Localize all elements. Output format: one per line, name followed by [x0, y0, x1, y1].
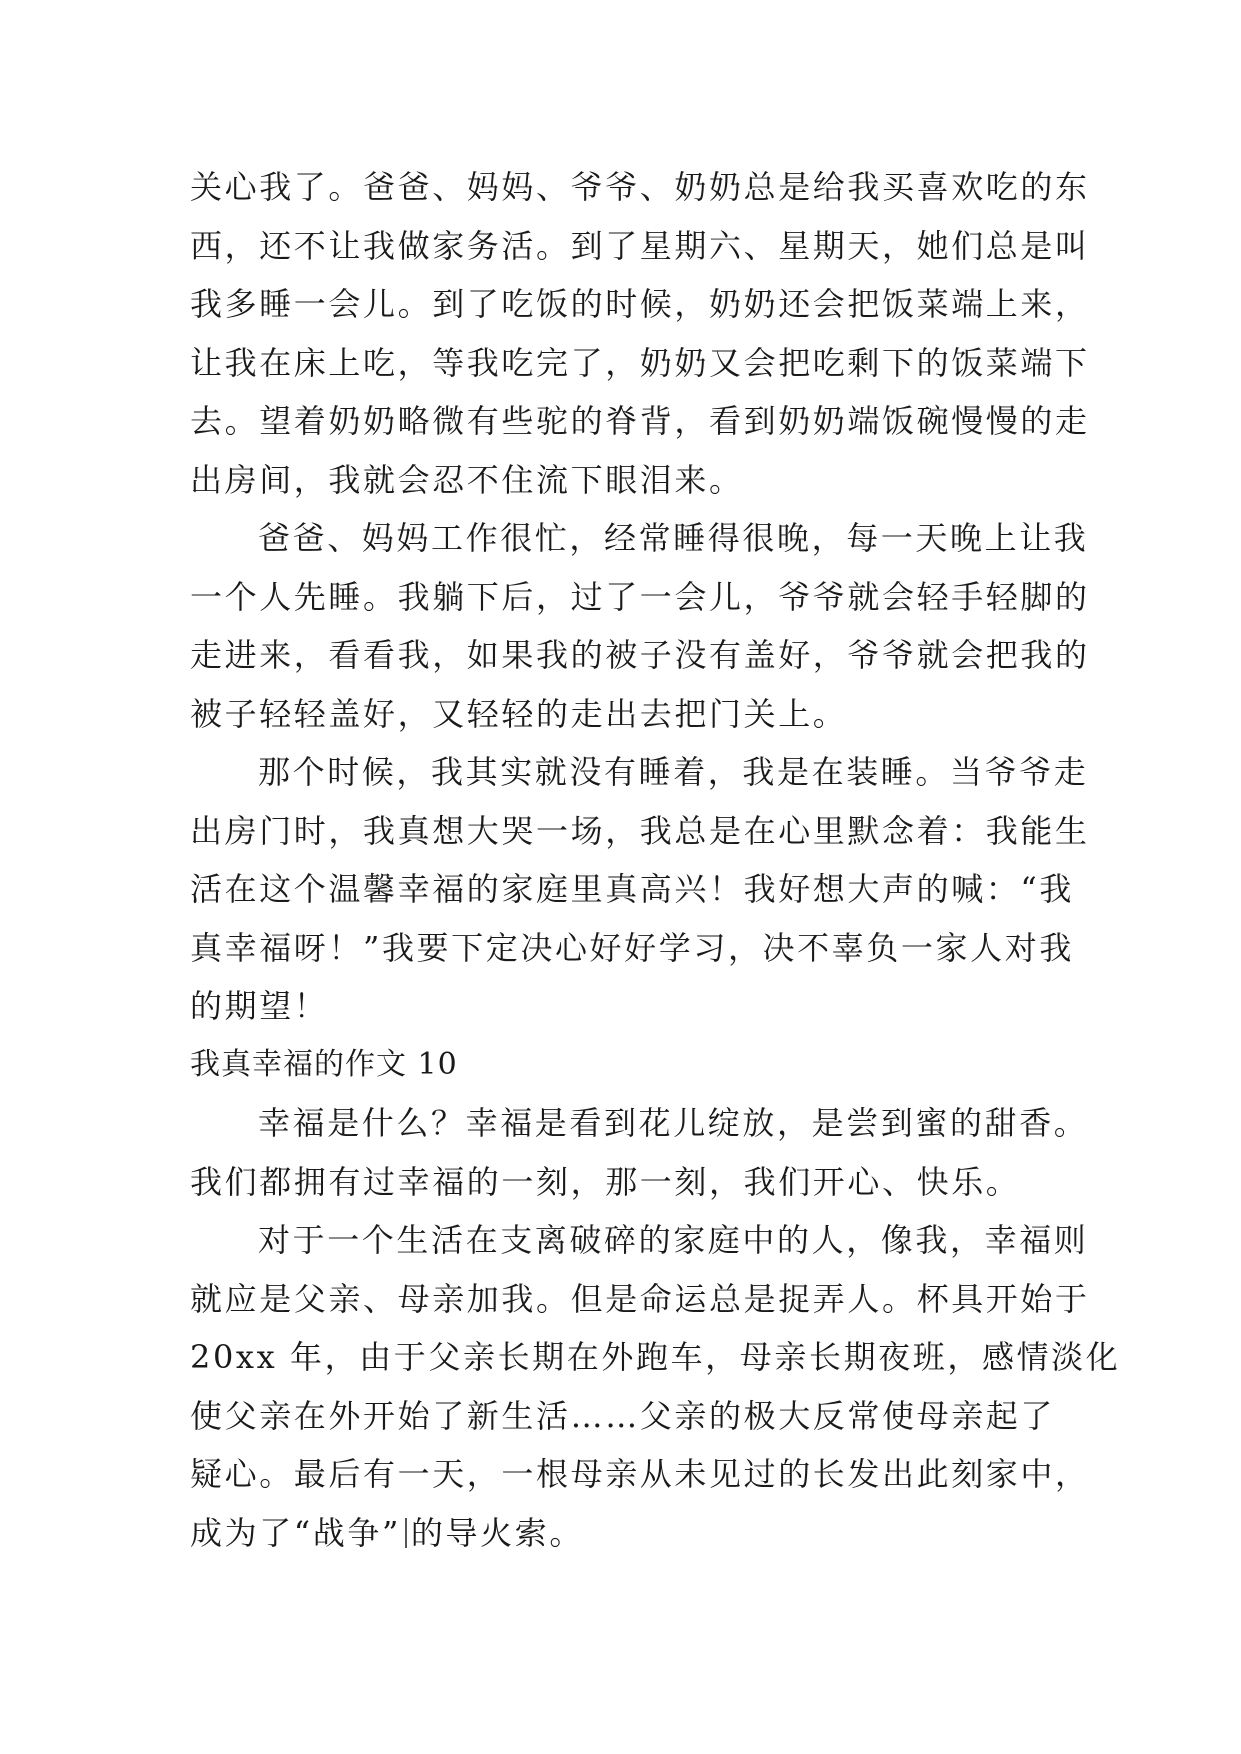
paragraph-1 — [190, 158, 1090, 509]
text-line: 一个人先睡。我躺下后，过了一会儿，爷爷就会轻手轻脚的 — [190, 577, 1090, 616]
text-line: 关心我了。爸爸、妈妈、爷爷、奶奶总是给我买喜欢吃的东 — [190, 168, 1090, 206]
text-line: 的期望！ — [190, 987, 329, 1025]
text-line: 出房间，我就会忍不住流下眼泪来。 — [190, 460, 744, 499]
text-line: 真幸福呀！”我要下定决心好好学习，决不辜负一家人对我 — [190, 928, 1074, 967]
text-line: 就应是父亲、母亲加我。但是命运总是捉弄人。杯具开始于 — [190, 1279, 1090, 1318]
text-line: 我们都拥有过幸福的一刻，那一刻，我们开心、快乐。 — [190, 1162, 1021, 1201]
text-line: 被子轻轻盖好，又轻轻的走出去把门关上。 — [190, 694, 848, 733]
text-cursor — [405, 1518, 407, 1548]
text-line-with-cursor[interactable] — [190, 1504, 1070, 1563]
text-line: 走进来，看看我，如果我的被子没有盖好，爷爷就会把我的 — [190, 636, 1090, 674]
paragraph-4 — [190, 1094, 1089, 1211]
text-line: 出房门时，我真想大哭一场，我总是在心里默念着：我能生 — [190, 811, 1090, 850]
text-line: 疑心。最后有一天，一根母亲从未见过的长发出此刻家中， — [190, 1455, 1090, 1493]
paragraph-2 — [190, 509, 1090, 743]
text-line: 幸福是什么？幸福是看到花儿绽放，是尝到蜜的甜香。 — [258, 1104, 1089, 1142]
text-line: 西，还不让我做家务活。到了星期六、星期天，她们总是叫 — [190, 226, 1090, 265]
paragraph-5 — [190, 1211, 1121, 1562]
text-line: 爸爸、妈妈工作很忙，经常睡得很晚，每一天晚上让我 — [258, 519, 1089, 557]
text-segment: 成为了“战争” — [190, 1513, 401, 1552]
text-line: 那个时候，我其实就没有睡着，我是在装睡。当爷爷走 — [258, 753, 1089, 791]
text-line: 使父亲在外开始了新生活……父亲的极大反常使母亲起了 — [190, 1396, 1056, 1435]
text-line: 让我在床上吃，等我吃完了，奶奶又会把吃剩下的饭菜端下 — [190, 343, 1090, 382]
section-heading: 我真幸福的作文 10 — [190, 1046, 458, 1082]
text-line: 20xx 年，由于父亲长期在外跑车，母亲长期夜班，感情淡化 — [190, 1338, 1121, 1376]
paragraph-3 — [190, 743, 1090, 1036]
text-segment: 的导火索。 — [410, 1513, 584, 1552]
text-line: 我多睡一会儿。到了吃饭的时候，奶奶还会把饭菜端上来， — [190, 285, 1090, 323]
text-line: 活在这个温馨幸福的家庭里真高兴！我好想大声的喊：“我 — [190, 870, 1074, 908]
document-body — [190, 158, 1121, 1562]
text-line: 对于一个生活在支离破碎的家庭中的人，像我，幸福则 — [258, 1221, 1089, 1259]
text-line: 去。望着奶奶略微有些驼的脊背，看到奶奶端饭碗慢慢的走 — [190, 402, 1090, 440]
